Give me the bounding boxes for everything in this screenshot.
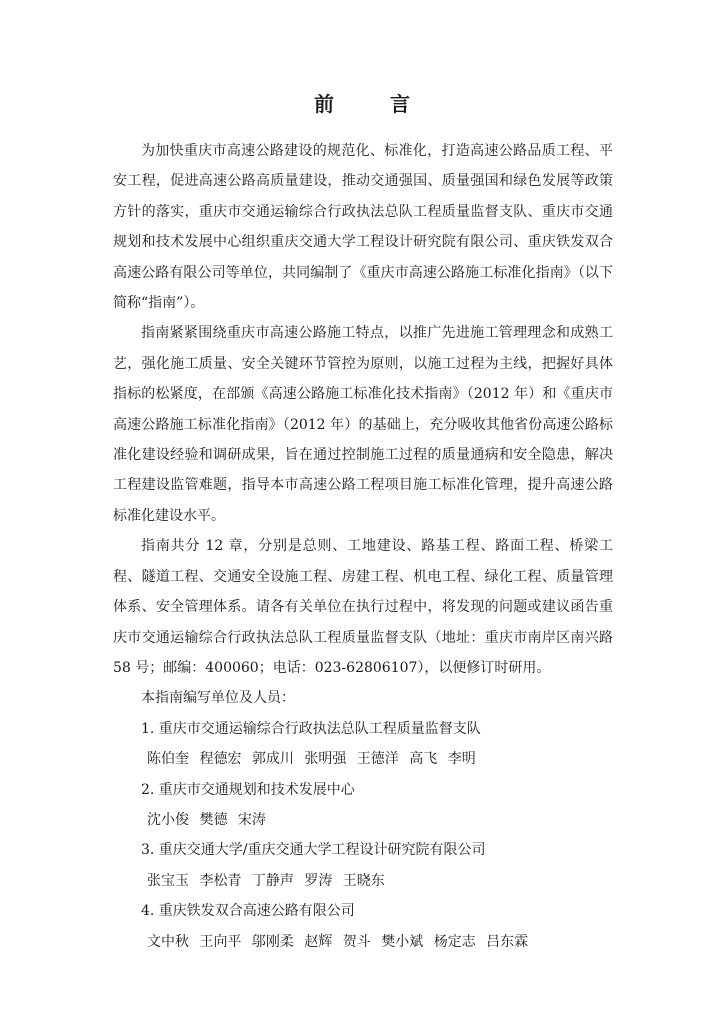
paragraph-intro: 为加快重庆市高速公路建设的规范化、标准化，打造高速公路品质工程、平安工程，促进高速公路高质量建设，推动交通强国、质量强国和绿色发展等政策方针的落实，重庆市交通运输综合行政执法总队工程质量监督支队、重庆市交通规划和技术发展中心组织重庆交通大学工程设计研究院有限公司、重庆铁发双合高速公路有限公司等单位，共同编制了《重庆市高速公路施工标准化指南》（以下简称“指南”）。 [113,143,613,312]
unit-name: 4. 重庆铁发双合高速公路有限公司 [141,903,355,920]
unit-members: 陈伯奎 程德宏 郭成川 张明强 王德洋 高飞 李明 [147,751,476,768]
page-title: 前 言 [314,92,428,116]
unit-name: 3. 重庆交通大学/重庆交通大学工程设计研究院有限公司 [141,842,486,859]
paragraph-chapters: 指南共分 12 章，分别是总则、工地建设、路基工程、路面工程、桥梁工程、隧道工程、交通安全设施工程、房建工程、机电工程、绿化工程、质量管理体系、安全管理体系。请各有关单位在执行过程中，将发现的问题或建议函告重庆市交通运输综合行政执法总队工程质量监督支队（地址：重庆市南岸区南兴路 58 号；邮编：400060；电话：023-62806107），以便修订时研用。 [113,538,613,676]
unit-members: 沈小俊 樊德 宋涛 [147,811,266,828]
paragraph-principles: 指南紧紧围绕重庆市高速公路施工特点，以推广先进施工管理理念和成熟工艺，强化施工质量、安全关键环节管控为原则，以施工过程为主线，把握好具体指标的松紧度，在部颁《高速公路施工标准化技术指南》（2012 年）和《重庆市高速公路施工标准化指南》（2012 年）的基础上，充分吸收其他省份高速公路标准化建设经验和调研成果，旨在通过控制施工过程的质量通病和安全隐患，解决工程建设监管难题，指导本市高速公路工程项目施工标准化管理，提升高速公路标准化建设水平。 [113,325,613,524]
unit-members: 文中秋 王向平 邬刚柔 赵辉 贺斗 樊小斌 杨定志 吕东霖 [147,933,529,950]
unit-list [113,714,613,957]
units-heading: 本指南编写单位及人员： [141,690,295,707]
unit-name: 2. 重庆市交通规划和技术发展中心 [141,781,355,798]
unit-name: 1. 重庆市交通运输综合行政执法总队工程质量监督支队 [141,720,481,737]
document-body [113,136,613,957]
unit-members: 张宝玉 李松青 丁静声 罗涛 王晓东 [147,872,385,889]
